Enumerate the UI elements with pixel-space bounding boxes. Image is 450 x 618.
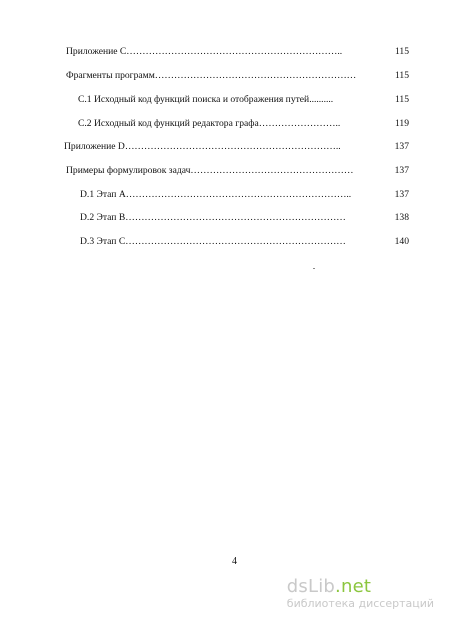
toc-entry-text: Фрагменты программ……………………………………………………… — [66, 70, 357, 81]
toc-entry-d3 — [80, 236, 409, 248]
toc-entry-page: 137 — [394, 141, 409, 152]
toc-entry-text: Приложение С………………………………………………………….. — [66, 46, 343, 57]
toc-entry-page: 115 — [394, 70, 409, 81]
watermark — [287, 578, 434, 610]
toc-entry-page: 138 — [394, 212, 409, 223]
toc-entry-appendix-c — [66, 46, 409, 58]
toc-entry-page: 140 — [394, 236, 409, 247]
toc-entry-d2 — [80, 212, 409, 224]
toc-entry-c1 — [78, 94, 409, 106]
toc-entry-page: 137 — [394, 165, 409, 176]
toc-entry-program-fragments — [66, 70, 409, 82]
watermark-tagline: библиотека диссертаций — [286, 597, 434, 610]
toc-entry-text: С.1 Исходный код функций поиска и отображения путей.......... — [78, 94, 334, 105]
toc-entry-d1 — [80, 189, 409, 201]
toc-entry-page: 137 — [394, 189, 409, 200]
toc-entry-text: D.1 Этап А…………………………………………………………….. — [80, 189, 352, 200]
scan-speck — [313, 268, 315, 269]
toc-entry-c2 — [78, 118, 409, 130]
toc-entry-problem-examples — [66, 165, 409, 177]
watermark-logo-name: dsLib — [286, 576, 336, 597]
watermark-logo — [287, 578, 434, 596]
watermark-logo-domain: .net — [335, 576, 372, 597]
page-number: 4 — [232, 556, 237, 567]
toc-entry-page: 119 — [394, 118, 409, 129]
toc-entry-page: 115 — [394, 46, 409, 57]
toc-entry-text: С.2 Исходный код функций редактора графа…………………….. — [78, 118, 341, 129]
toc-entry-text: D.2 Этап В…………………………………………………………… — [80, 212, 346, 223]
toc-entry-text: D.3 Этап С…………………………………………………………… — [80, 236, 346, 247]
toc-entry-text: Примеры формулировок задач…………………………………………… — [66, 165, 354, 176]
toc-entry-appendix-d — [64, 141, 409, 153]
toc-entry-text: Приложение D………………………………………………………….. — [64, 141, 341, 152]
toc-entry-page: 115 — [394, 94, 409, 105]
